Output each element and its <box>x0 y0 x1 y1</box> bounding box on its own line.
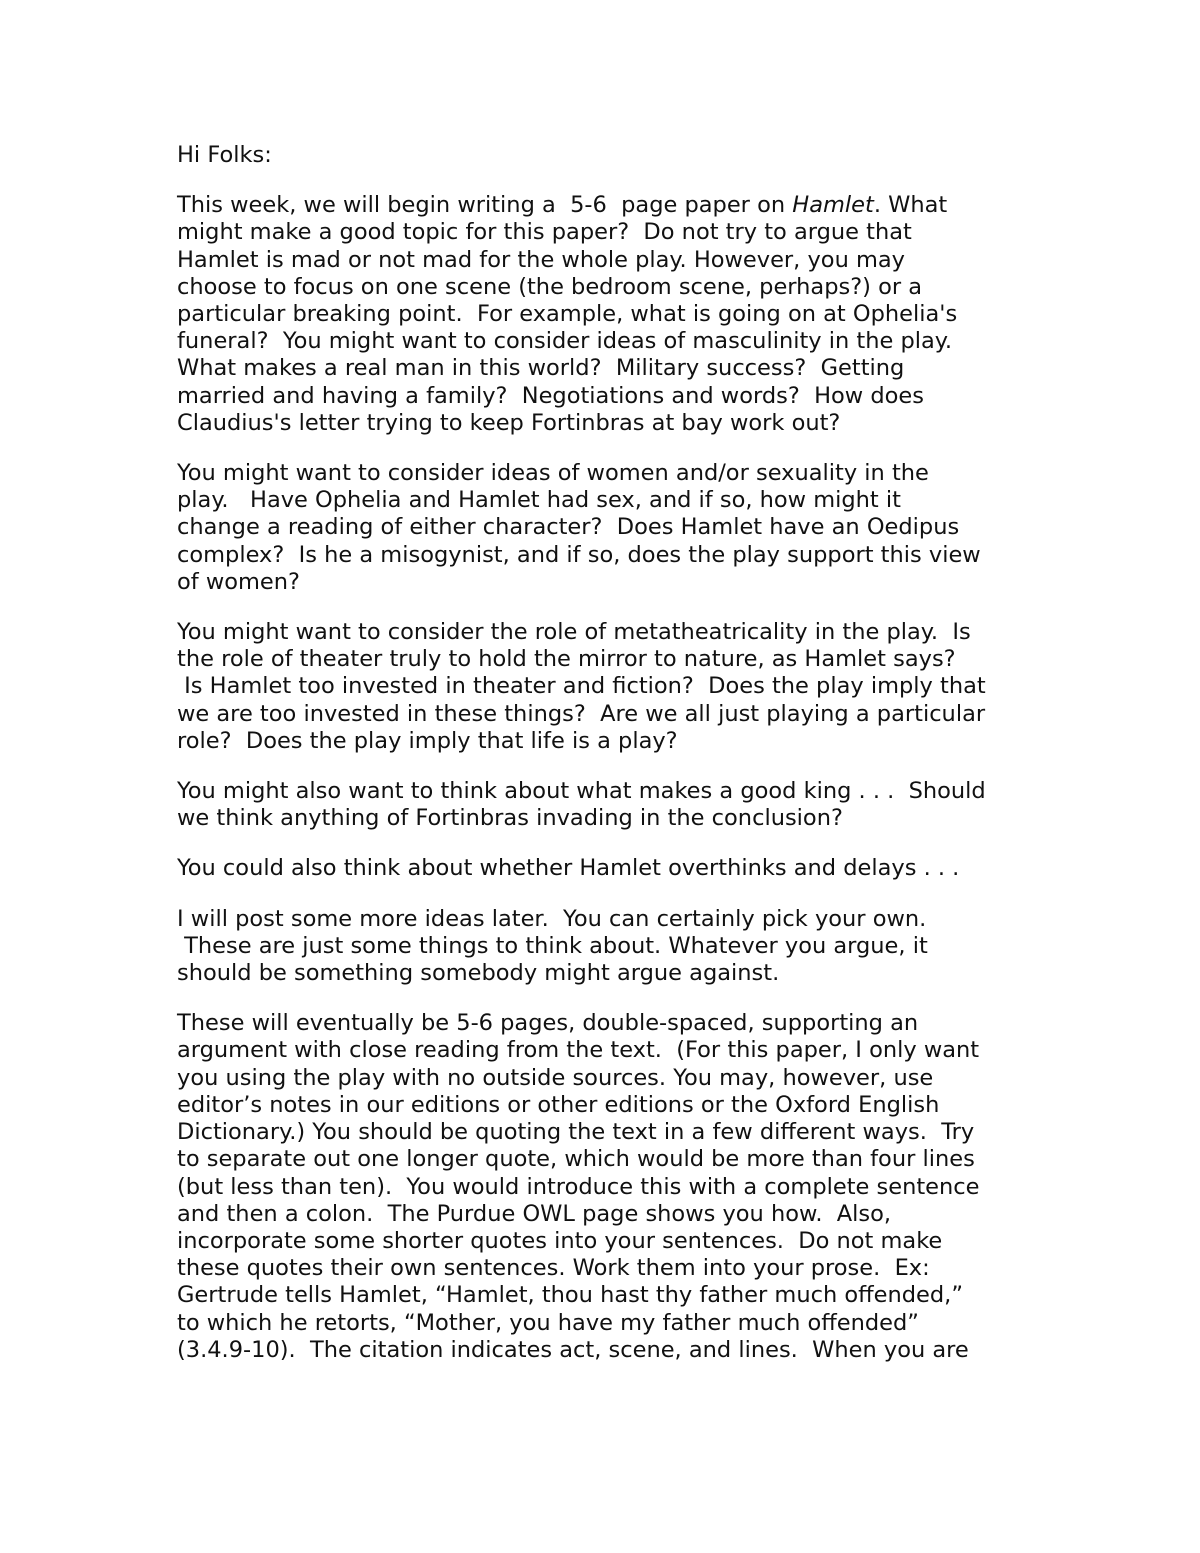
paragraph-line <box>177 192 1037 219</box>
play-title: Hamlet <box>792 192 874 219</box>
paragraph-line: These will eventually be 5-6 pages, double-spaced, supporting an <box>177 1010 919 1037</box>
paragraph-line: Is Hamlet too invested in theater and fiction? Does the play imply that <box>177 673 986 700</box>
paragraph-line: editor’s notes in our editions or other editions or the Oxford English <box>177 1091 940 1118</box>
paragraph-line: You might want to consider ideas of women and/or sexuality in the <box>177 460 929 487</box>
paragraph-line: to which he retorts, “Mother, you have my father much offended” <box>177 1309 919 1336</box>
paragraph-metatheatricality <box>177 619 1037 755</box>
paragraph-line: incorporate some shorter quotes into your sentences. Do not make <box>177 1227 943 1254</box>
paragraph-line: married and having a family? Negotiations and words? How does <box>177 382 924 409</box>
paragraph-good-king <box>177 778 1037 832</box>
paragraph-line: (3.4.9-10). The citation indicates act, scene, and lines. When you are <box>177 1336 969 1363</box>
paragraph-line: you using the play with no outside sources. You may, however, use <box>177 1064 934 1091</box>
paragraph-line: change a reading of either character? Does Hamlet have an Oedipus <box>177 514 960 541</box>
paragraph-line: and then a colon. The Purdue OWL page shows you how. Also, <box>177 1200 892 1227</box>
greeting-text: Hi Folks: <box>177 142 272 168</box>
paragraph-line: role? Does the play imply that life is a play? <box>177 727 678 754</box>
paragraph-line: Hamlet is mad or not mad for the whole play. However, you may <box>177 246 905 273</box>
paragraph-line: play. Have Ophelia and Hamlet had sex, and if so, how might it <box>177 487 901 514</box>
document-body <box>177 142 1037 1387</box>
paragraph-line: argument with close reading from the text. (For this paper, I only want <box>177 1037 980 1064</box>
paragraph-requirements <box>177 1010 1037 1364</box>
paragraph-line: complex? Is he a misogynist, and if so, does the play support this view <box>177 541 981 568</box>
paragraph-more-ideas <box>177 906 1037 988</box>
paragraph-line: should be something somebody might argue against. <box>177 960 780 987</box>
paragraph-line: Claudius's letter trying to keep Fortinbras at bay work out? <box>177 409 841 436</box>
paragraph-topic-intro <box>177 192 1037 437</box>
paragraph-line: Gertrude tells Hamlet, “Hamlet, thou hast thy father much offended,” <box>177 1282 963 1309</box>
paragraph-line: What makes a real man in this world? Military success? Getting <box>177 355 905 382</box>
paragraph-line: These are just some things to think about. Whatever you argue, it <box>177 932 928 959</box>
paragraph-women-sexuality <box>177 460 1037 596</box>
paragraph-line: You could also think about whether Hamlet overthinks and delays . . . <box>177 855 960 882</box>
paragraph-line: these quotes their own sentences. Work them into your prose. Ex: <box>177 1255 930 1282</box>
paragraph-line: particular breaking point. For example, what is going on at Ophelia's <box>177 301 958 328</box>
paragraph-line: You might also want to think about what makes a good king . . . Should <box>177 778 986 805</box>
greeting <box>177 142 1037 169</box>
intro-lead-text: This week, we will begin writing a 5-6 page paper on <box>177 192 793 219</box>
paragraph-line: (but less than ten). You would introduce this with a complete sentence <box>177 1173 980 1200</box>
paragraph-line: Dictionary.) You should be quoting the text in a few different ways. Try <box>177 1119 975 1146</box>
paragraph-line: we think anything of Fortinbras invading in the conclusion? <box>177 805 843 832</box>
paragraph-line: funeral? You might want to consider ideas of masculinity in the play. <box>177 328 953 355</box>
paragraph-line: I will post some more ideas later. You can certainly pick your own. <box>177 905 927 932</box>
paragraph-line: we are too invested in these things? Are we all just playing a particular <box>177 700 986 727</box>
paragraph-line: to separate out one longer quote, which would be more than four lines <box>177 1146 975 1173</box>
paragraph-line: might make a good topic for this paper? Do not try to argue that <box>177 219 912 246</box>
intro-after-title: . What <box>873 192 948 219</box>
paragraph-line: of women? <box>177 568 300 595</box>
paragraph-line: choose to focus on one scene (the bedroom scene, perhaps?) or a <box>177 273 923 300</box>
paragraph-line: You might want to consider the role of metatheatricality in the play. Is <box>177 619 971 646</box>
paragraph-line: the role of theater truly to hold the mirror to nature, as Hamlet says? <box>177 646 956 673</box>
paragraph-overthinks <box>177 855 1037 882</box>
